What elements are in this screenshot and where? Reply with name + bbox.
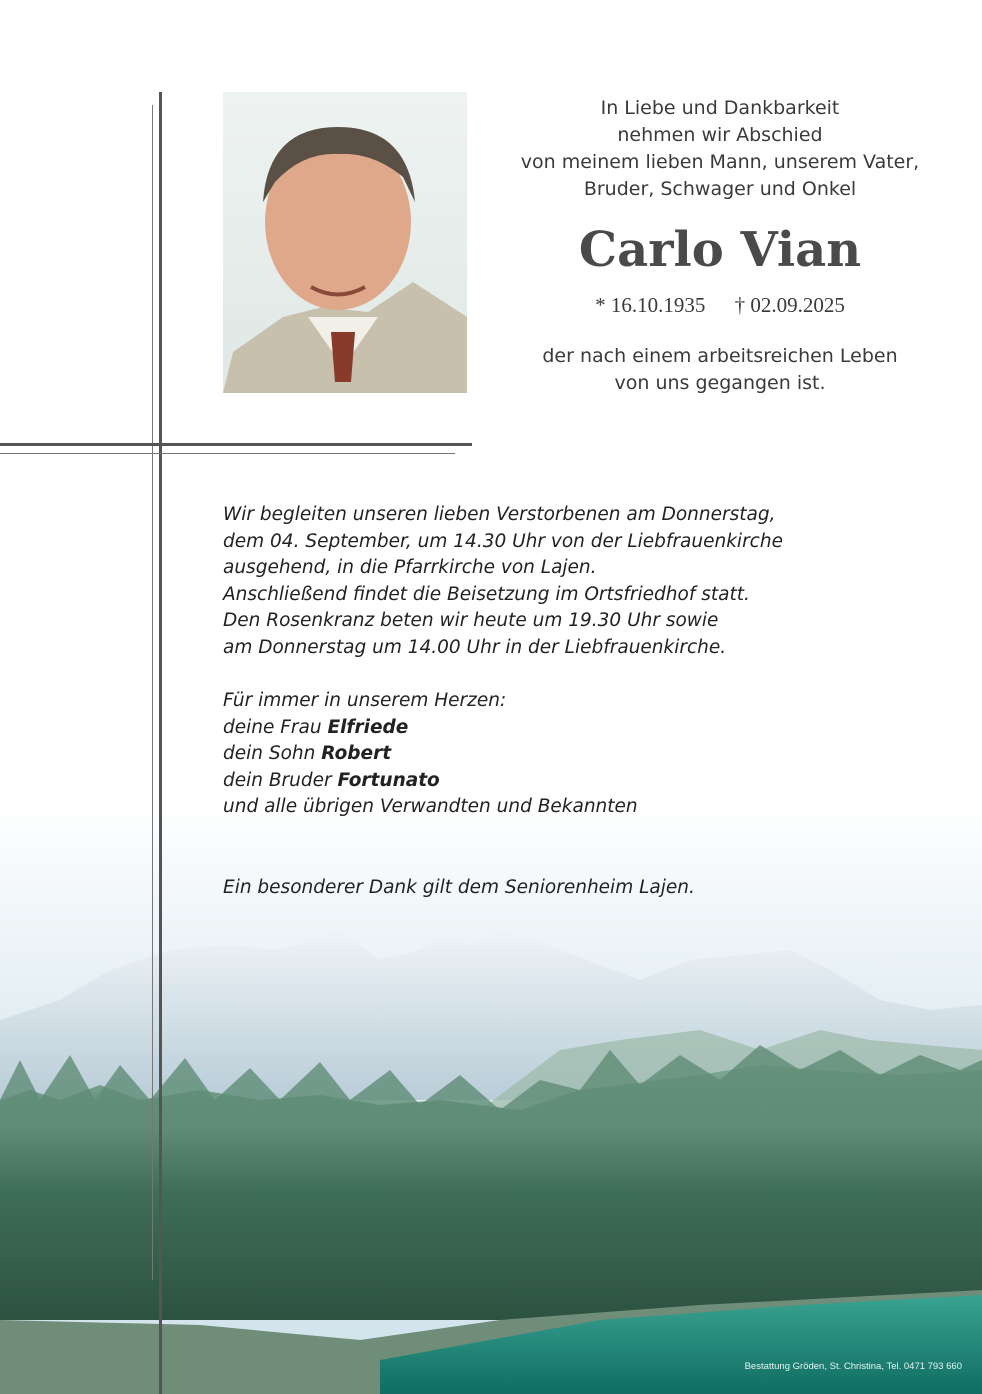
- cross-vertical-thin-line: [152, 105, 153, 1280]
- mourner-relation: deine Frau: [223, 716, 328, 738]
- intro-line: In Liebe und Dankbarkeit: [600, 97, 840, 119]
- intro-line: von meinem lieben Mann, unserem Vater,: [520, 151, 920, 173]
- intro-line: nehmen wir Abschied: [617, 124, 823, 146]
- intro-line: Bruder, Schwager und Onkel: [583, 178, 857, 200]
- death-date: † 02.09.2025: [734, 293, 845, 317]
- subline-line: von uns gegangen ist.: [614, 372, 826, 394]
- subline-line: der nach einem arbeitsreichen Leben: [542, 345, 898, 367]
- funeral-line: Anschließend findet die Beisetzung im Ortsfriedhof statt.: [223, 583, 750, 605]
- funeral-home-credit: Bestattung Gröden, St. Christina, Tel. 0471 793 660: [744, 1361, 962, 1372]
- mourner-name: Robert: [321, 743, 392, 764]
- mourners-outro: und alle übrigen Verwandten und Bekannten: [223, 796, 638, 817]
- funeral-line: am Donnerstag um 14.00 Uhr in der Liebfrauenkirche.: [223, 636, 727, 658]
- birth-date: * 16.10.1935: [595, 293, 706, 317]
- mourners-intro: Für immer in unserem Herzen:: [223, 690, 507, 711]
- mourner-line: [223, 741, 783, 768]
- subline-text: [520, 343, 920, 397]
- mourner-line: [223, 768, 783, 795]
- mourner-name: Elfriede: [327, 716, 409, 738]
- funeral-line: dem 04. September, um 14.30 Uhr von der Liebfrauenkirche: [223, 530, 783, 552]
- mourner-relation: dein Sohn: [223, 743, 322, 764]
- thanks-line: Ein besonderer Dank gilt dem Seniorenheim Lajen.: [223, 876, 695, 898]
- life-dates: [520, 293, 920, 318]
- intro-text: [520, 95, 920, 203]
- mourner-line: [223, 715, 783, 742]
- cross-horizontal-thin-line: [0, 453, 455, 454]
- portrait-photo: [223, 92, 467, 393]
- mourner-name: Fortunato: [337, 769, 440, 791]
- obituary-body: [223, 502, 783, 901]
- cross-vertical-bar: [159, 92, 162, 1394]
- funeral-line: Wir begleiten unseren lieben Verstorbenen am Donnerstag,: [223, 504, 776, 525]
- deceased-name: Carlo Vian: [578, 222, 862, 278]
- funeral-line: ausgehend, in die Pfarrkirche von Lajen.: [223, 557, 597, 578]
- funeral-line: Den Rosenkranz beten wir heute um 19.30 Uhr sowie: [223, 610, 719, 631]
- cross-horizontal-bar: [0, 443, 472, 446]
- mourner-relation: dein Bruder: [223, 769, 338, 791]
